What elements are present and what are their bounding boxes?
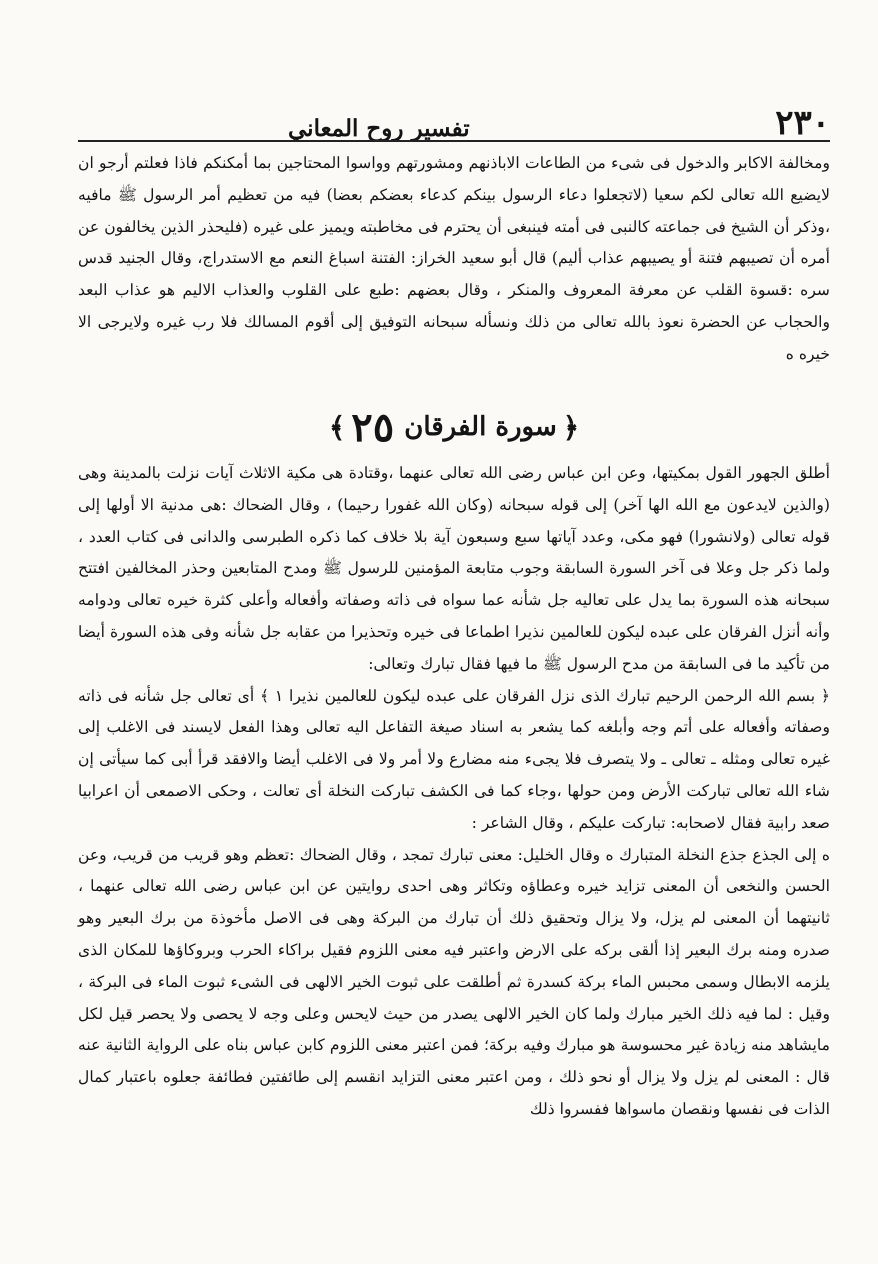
paragraph: ﴿ بسم الله الرحمن الرحيم تبارك الذى نزل الفرقان على عبده ليكون للعالمين نذيرا ١ ﴾ أى تعالى جل شأنه فى ذاته وصفاته وأفعاله على أتم وجه وأبلغه كما يشعر به اسناد صيغة التفاعل اليه تعالى وهذا الفعل لايسند فى الاغلب إلى غيره تعالى ومثله ـ تعالى ـ ولا يتصرف فلا يجىء منه مضارع ولا أمر ولا فى الاغلب أيضا والافقد قرأ أبى كما سيأتى إن شاء الله تعالى تباركت الأرض ومن حولها ،وجاء كما فى الكشف تباركت النخلة أى تعالت ، وحكى الاصمعى أن اعرابيا صعد رابية فقال لاصحابه: تباركت عليكم ، وقال الشاعر : — [78, 686, 830, 832]
paragraph: أطلق الجهور القول بمكيتها، وعن ابن عباس رضى الله تعالى عنهما ،وقتادة هى مكية الاثلاث آيات نزلت بالمدينة وهى (والذين لايدعون مع الله الها آخر) إلى قوله سبحانه (وكان الله غفورا رحيما) ، وقال الضحاك :هى مدنية الا أولها إلى قوله تعالى (ولانشورا) فهو مكى، وعدد آياتها سبع وسبعون آية بلا خلاف كما ذكره الطبرسى والدانى فى كتاب العدد ، ولما ذكر جل وعلا فى آخر السورة السابقة وجوب متابعة المؤمنين للرسول ﷺ ومدح المتابعين وحذر المخالفين افتتح سبحانه هذه السورة بما يدل على تعاليه جل شأنه عما سواه فى ذاته وصفاته وأفعاله وأعلى كثرة خيره تعالى ودوامه وأنه أنزل الفرقان على عبده ليكون للعالمين نذيرا اطماعا فى خيره وتحذيرا من عقابه جل شأنه وفى هذه السورة أيضا من تأكيد ما فى السابقة من مدح الرسول ﷺ ما فيها فقال تبارك وتعالى: — [78, 464, 830, 673]
main-text-block — [78, 458, 830, 1126]
paragraph: ومخالفة الاكابر والدخول فى شىء من الطاعات الاباذنهم ومشورتهم وواسوا المحتاجين بما أمكنكم فاذا فعلتم أرجو ان لايضيع الله تعالى لكم سعيا (لاتجعلوا دعاء الرسول بينكم كدعاء بعضكم بعضا) فيه من تعظيم أمر الرسول ﷺ مافيه ،وذكر أن الشيخ فى جماعته كالنبى فى أمته فينبغى أن يحترم فى مخاطبته ويميز على غيره (فليحذر الذين يخالفون عن أمره أن تصيبهم فتنة أو يصيبهم عذاب أليم) قال أبو سعيد الخراز: الفتنة اسباغ النعم مع الاستدراج، وقال الجنيد قدس سره :قسوة القلب عن معرفة المعروف والمنكر ، وقال بعضهم :طبع على القلوب والعذاب الاليم هو عذاب البعد والحجاب عن الحضرة نعوذ بالله تعالى من ذلك ونسأله سبحانه التوفيق إلى أقوم المسالك فلا رب غيره ولايرجى الا خيره ه — [78, 154, 830, 363]
surah-number: ٢٥ — [351, 403, 395, 451]
ornament-right: ﴿ — [562, 410, 580, 444]
paragraph: ه إلى الجذع جذع النخلة المتبارك ه وقال الخليل: معنى تبارك تمجد ، وقال الضحاك :تعظم وهو قريب من قريب، وعن الحسن والنخعى أن المعنى تزايد خيره وعطاؤه وتكاثر وهى احدى روايتين عن ابن عباس رضى الله تعالى عنهما ، ثانيتهما أن المعنى لم يزل، ولا يزال وتحقيق ذلك أن تبارك من البركة وهى فى الاصل مأخوذة من برك البعير وهو صدره ومنه برك البعير إذا ألقى بركه على الارض واعتبر فيه معنى اللزوم فقيل براكاء الحرب وبروكاؤها للمكان الذى يلزمه الابطال وسمى محبس الماء بركة كسدرة ثم أطلقت على ثبوت الخير الالهى فى الشىء ثبوت الماء فى البركة ، وقيل : لما فيه ذلك الخير مبارك ولما كان الخير الالهى يصدر من حيث لايحس وعلى وجه لا يحصى ولا يحصر قيل لكل مايشاهد منه زيادة غير محسوسة هو مبارك وفيه بركة؛ فمن اعتبر معنى اللزوم كابن عباس بناه على الرواية الثانية عنه قال : المعنى لم يزل ولا يزال أو نحو ذلك ، ومن اعتبر معنى التزايد انقسم إلى طائفتين فطائفة جعلوه باعتبار كمال الذات فى نفسها ونقصان ماسواها ففسروا ذلك — [78, 845, 830, 1118]
top-text-block — [78, 148, 830, 371]
surah-title: سورة الفرقان — [404, 412, 557, 442]
page-header — [78, 100, 830, 143]
running-title: تفسير روح المعاني — [288, 115, 470, 142]
surah-heading — [78, 396, 830, 458]
ornament-left: ﴾ — [328, 410, 346, 444]
header-rule — [78, 140, 830, 142]
page-number: ٢٣٠ — [775, 103, 830, 143]
